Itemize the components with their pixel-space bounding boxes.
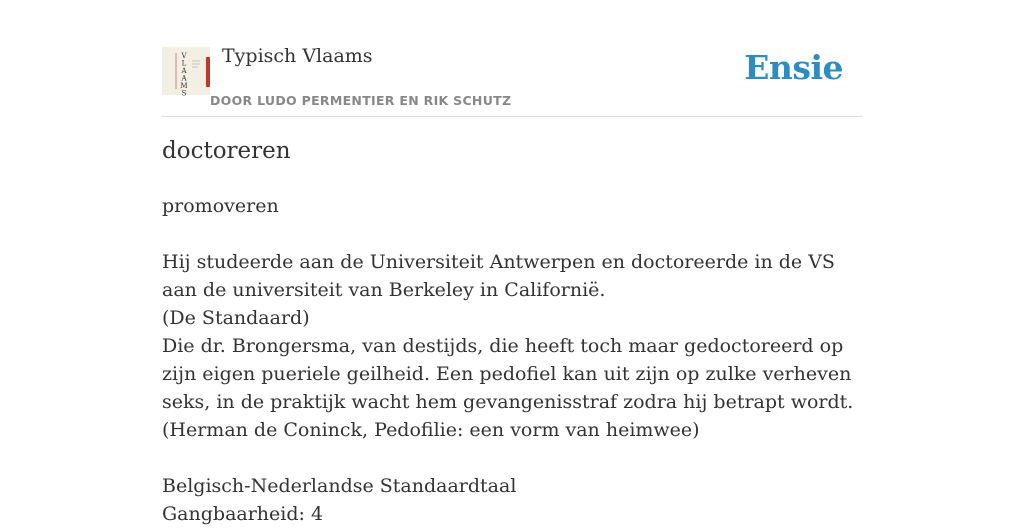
- example-source: (Herman de Coninck, Pedofilie: een vorm van heimwee): [162, 419, 700, 441]
- book-cover-logo[interactable]: [162, 47, 210, 98]
- entry-content: [162, 192, 862, 528]
- entry-synonym: promoveren: [162, 195, 279, 217]
- book-cover-icon: [162, 47, 210, 98]
- logo-letter: M: [180, 82, 188, 90]
- example-source: (De Standaard): [162, 307, 310, 329]
- entry-title: doctoreren: [162, 138, 291, 164]
- example-quote: Die dr. Brongersma, van destijds, die heeft toch maar gedoctoreerd op zijn eigen pueriele geilheid. Een pedofiel kan uit zijn op zulke verheven seks, in de praktijk wacht hem gevangenisstraf zodra hij betrapt wordt.: [162, 335, 854, 413]
- logo-letter: V: [181, 52, 187, 60]
- usage-label: Gangbaarheid: 4: [162, 503, 324, 525]
- page-container: [162, 0, 862, 525]
- language-label: Belgisch-Nederlandse Standaardtaal: [162, 475, 517, 497]
- site-title[interactable]: Typisch Vlaams: [222, 45, 373, 67]
- logo-letter: A: [181, 67, 187, 75]
- spacer: [162, 220, 862, 248]
- logo-letter: S: [181, 89, 187, 98]
- logo-letter: L: [181, 59, 187, 68]
- example-quote: Hij studeerde aan de Universiteit Antwerpen en doctoreerde in de VS aan de universiteit van Berkeley in Californië.: [162, 251, 835, 301]
- spacer: [162, 444, 862, 472]
- logo-letter: A: [181, 74, 187, 83]
- brand-logo-link[interactable]: Ensie: [744, 48, 843, 87]
- header: [162, 0, 862, 117]
- byline: DOOR LUDO PERMENTIER EN RIK SCHUTZ: [210, 93, 512, 108]
